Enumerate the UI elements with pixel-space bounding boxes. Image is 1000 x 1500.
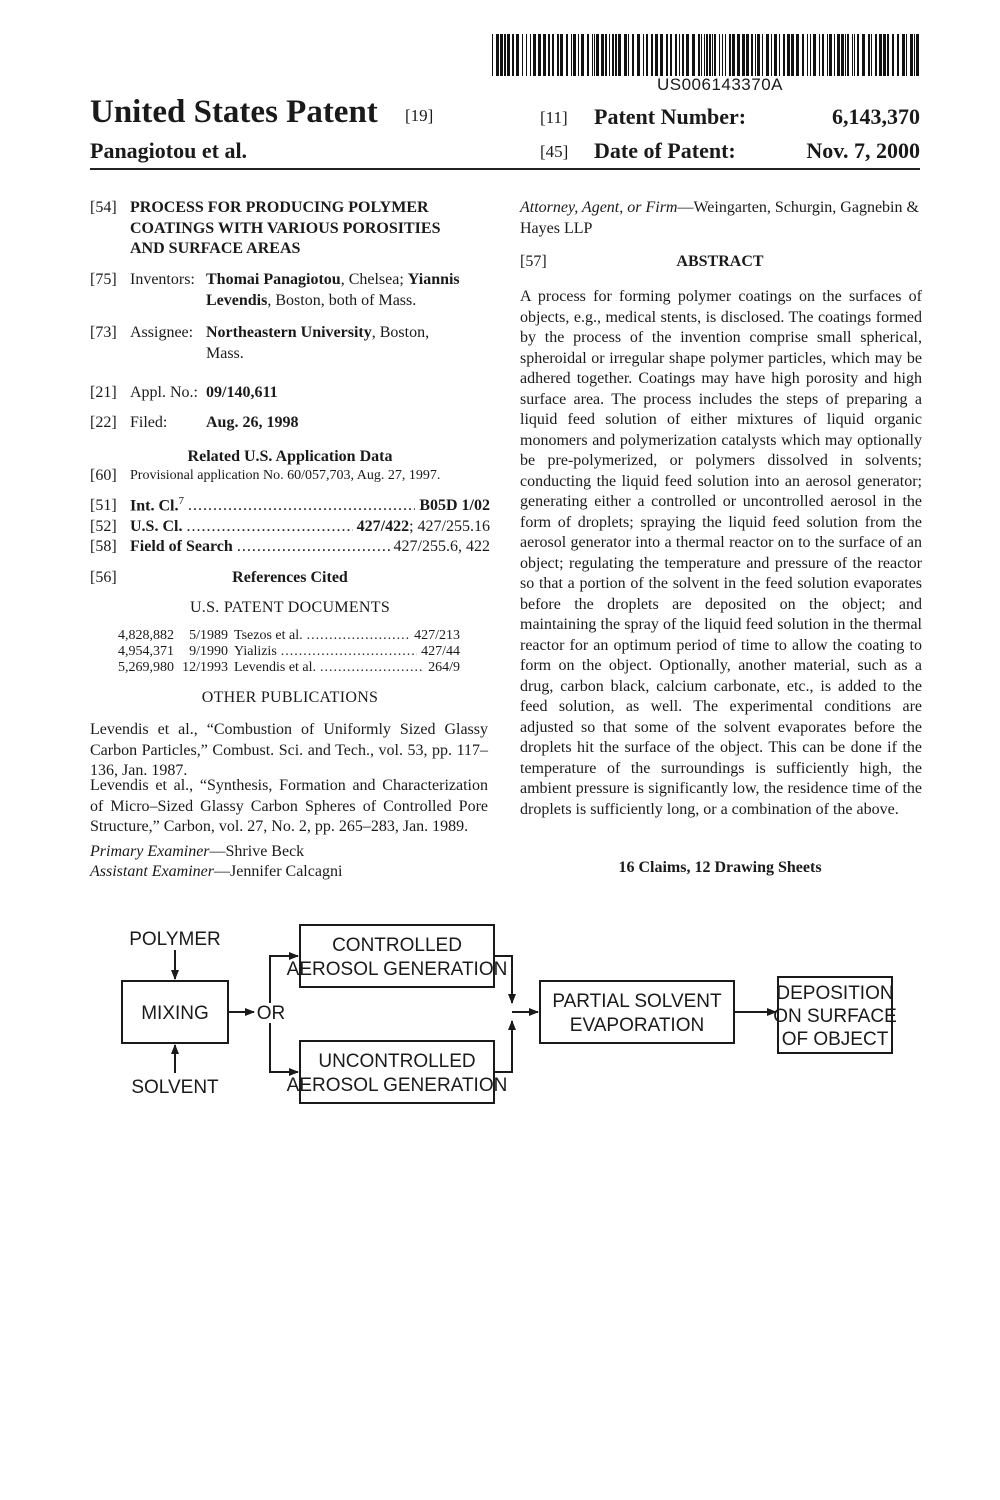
ref-date: 5/1989 bbox=[189, 628, 228, 643]
ref-name: Yializis bbox=[234, 644, 277, 659]
publication-2: Levendis et al., “Synthesis, Formation and Characterization of Micro–Sized Glassy Carbon Spheres of Controlled Pore Structure,” Carbon, vol. 27, No. 2, pp. 265–283, Jan. 1989. bbox=[90, 777, 488, 835]
attorney-label: Attorney, Agent, or Firm bbox=[520, 199, 678, 216]
refs-title: References Cited bbox=[232, 569, 348, 586]
partial-label-1: PARTIAL SOLVENT bbox=[552, 991, 722, 1012]
uscl-value-rest: ; 427/255.16 bbox=[409, 517, 490, 535]
search-code: [58] bbox=[90, 538, 117, 556]
assistant-examiner bbox=[90, 862, 490, 883]
or-label: OR bbox=[256, 1003, 286, 1024]
abstract-text: A process for forming polymer coatings on the surfaces of objects, e.g., medical stents, is disclosed. The coatings formed by the process of the invention comprise small spherical, spheroidal or irregular shape polymer particles, which may be adhered together. Coatings may have high porosity and high surface area. The process includes the steps of preparing a liquid feed solution of either mixtures of liquid organic monomers and polymerization catalysts which may optionally be pre-polymerized, or polymers dissolved in solvents; conducting the liquid feed solution into an aerosol generator; generating either a controlled or uncontrolled aerosol in the form of droplets; spraying the liquid feed solution from the aerosol generator into a thermal reactor on to the surface of an object; regulating the temperature and pressure of the reactor so that a portion of the solvent in the feed solution evaporates before the droplets are deposited on the object; and maintaining the spray of the liquid feed solution in the thermal reactor for an optimum period of time to allow the coating to form on the object. Optionally, another material, such as a drug, carbon black, calcium carbonate, etc., is added to the feed solution, as well. The experimental conditions are adjusted so that some of the solvent evaporates before the droplets hit the surface of the object. This can be done if the temperature of the surroundings is sufficiently high, the ambient pressure is significantly low, the residence time of the droplets is sufficiently long, or a combination of the above. bbox=[520, 288, 922, 818]
leader-dots bbox=[237, 537, 390, 558]
claims-line: 16 Claims, 12 Drawing Sheets bbox=[618, 859, 822, 876]
inventor-short: Panagiotou et al. bbox=[90, 138, 248, 163]
assignee-place: , Boston, bbox=[371, 324, 430, 341]
refs-code: [56] bbox=[90, 569, 117, 586]
abstract-code: [57] bbox=[520, 253, 547, 270]
uscl-value: 427/422 bbox=[356, 517, 410, 535]
ref-number: 4,954,371 bbox=[118, 644, 174, 659]
invention-title-line: COATINGS WITH VARIOUS POROSITIES bbox=[130, 219, 441, 237]
invention-title-line: PROCESS FOR PRODUCING POLYMER bbox=[130, 199, 429, 216]
provisional-code: [60] bbox=[90, 467, 117, 484]
invention-title-line: AND SURFACE AREAS bbox=[130, 240, 301, 257]
us-docs-title: U.S. PATENT DOCUMENTS bbox=[189, 599, 391, 616]
title-section bbox=[90, 198, 490, 260]
uscl-label: U.S. Cl. bbox=[130, 517, 183, 535]
other-pubs-title: OTHER PUBLICATIONS bbox=[201, 689, 379, 706]
ref-class: 264/9 bbox=[428, 660, 460, 675]
search-value: 427/255.6, 422 bbox=[393, 538, 490, 556]
polymer-label: POLYMER bbox=[129, 929, 221, 950]
branch-to-uncontrolled bbox=[270, 1023, 298, 1072]
deposition-label-2: ON SURFACE bbox=[773, 1006, 897, 1027]
solvent-label: SOLVENT bbox=[131, 1077, 219, 1098]
assistant-examiner-name: —Jennifer Calcagni bbox=[214, 863, 343, 880]
leader-dots bbox=[188, 496, 415, 517]
assignee-label: Assignee: bbox=[130, 324, 194, 341]
barcode-number: US006143370A bbox=[656, 75, 784, 94]
inventor-name: Levendis bbox=[206, 291, 268, 309]
patent-ref-list bbox=[118, 628, 460, 676]
abstract-title: ABSTRACT bbox=[676, 253, 764, 270]
title-section-code: [54] bbox=[90, 199, 117, 216]
intcl-value: B05D 1/02 bbox=[419, 497, 490, 515]
appl-number: 09/140,611 bbox=[206, 384, 278, 401]
date-code: [45] bbox=[540, 142, 569, 161]
inventors-section bbox=[90, 270, 490, 311]
patent-number-code: [11] bbox=[540, 108, 568, 127]
inventor-place: , Chelsea; bbox=[340, 271, 408, 288]
ref-date: 12/1993 bbox=[182, 660, 228, 675]
process-flow-diagram bbox=[110, 915, 930, 1115]
intcl-code: [51] bbox=[90, 497, 117, 515]
inventors-label: Inventors: bbox=[130, 271, 195, 288]
leader-dots bbox=[307, 628, 411, 644]
deposition-label-3: OF OBJECT bbox=[781, 1029, 889, 1050]
primary-examiner-label: Primary Examiner bbox=[90, 843, 210, 860]
barcode bbox=[492, 34, 920, 76]
filed-date: Aug. 26, 1998 bbox=[206, 414, 299, 431]
provisional-section bbox=[90, 466, 490, 487]
leader-dots bbox=[186, 517, 352, 538]
controlled-label-2: AEROSOL GENERATION bbox=[286, 959, 508, 980]
classification-section bbox=[90, 491, 490, 558]
primary-examiner-name: —Shrive Beck bbox=[209, 843, 305, 860]
assignee-name: Northeastern University bbox=[206, 324, 372, 341]
header-rule bbox=[90, 168, 920, 170]
ref-date: 9/1990 bbox=[189, 644, 228, 659]
patent-date: Nov. 7, 2000 bbox=[806, 138, 920, 163]
mixing-label: MIXING bbox=[141, 1003, 209, 1024]
controlled-label-1: CONTROLLED bbox=[332, 935, 462, 956]
patent-title-heading: United States Patent bbox=[90, 94, 378, 130]
invention-title bbox=[130, 198, 440, 260]
provisional-text: Provisional application No. 60/057,703, Aug. 27, 1997. bbox=[130, 468, 441, 483]
ref-class: 427/213 bbox=[414, 628, 460, 643]
title-code: [19] bbox=[405, 106, 434, 125]
assignee-section bbox=[90, 323, 490, 364]
assignee-code: [73] bbox=[90, 324, 117, 341]
patent-number: 6,143,370 bbox=[832, 104, 920, 129]
patent-number-label: Patent Number: bbox=[594, 104, 747, 129]
primary-examiner bbox=[90, 842, 490, 863]
inventors-code: [75] bbox=[90, 271, 117, 288]
patent-ref-row bbox=[118, 660, 460, 676]
patent-ref-row bbox=[118, 644, 460, 660]
ref-name: Levendis et al. bbox=[234, 660, 317, 675]
date-label: Date of Patent: bbox=[594, 138, 736, 163]
inventor-name: Yiannis bbox=[407, 271, 460, 288]
abstract-heading bbox=[520, 252, 920, 273]
attorney-value: —Weingarten, Schurgin, Gagnebin & Hayes LLP bbox=[520, 199, 919, 237]
publication-1: Levendis et al., “Combustion of Uniformly Sized Glassy Carbon Particles,” Combust. Sci. and Tech., vol. 53, pp. 117–136, Jan. 1987. bbox=[90, 721, 488, 779]
filed-section bbox=[90, 413, 490, 434]
leader-dots bbox=[281, 644, 417, 660]
inventor-name: Thomai Panagiotou bbox=[206, 271, 341, 288]
appl-label: Appl. No.: bbox=[130, 384, 198, 401]
inventor-place: , Boston, both of Mass. bbox=[267, 291, 417, 309]
uncontrolled-merge-arrow bbox=[494, 1021, 512, 1072]
uscl-code: [52] bbox=[90, 517, 117, 535]
attorney-section bbox=[520, 198, 920, 239]
intcl-sup: 7 bbox=[178, 495, 184, 507]
appl-code: [21] bbox=[90, 384, 117, 401]
ref-number: 5,269,980 bbox=[118, 660, 174, 675]
related-data-title: Related U.S. Application Data bbox=[187, 448, 393, 465]
ref-name: Tsezos et al. bbox=[234, 628, 303, 643]
leader-dots bbox=[320, 660, 424, 676]
partial-label-2: EVAPORATION bbox=[569, 1015, 705, 1036]
ref-class: 427/44 bbox=[421, 644, 460, 659]
deposition-label-1: DEPOSITION bbox=[776, 983, 894, 1004]
filed-code: [22] bbox=[90, 414, 117, 431]
references-heading bbox=[90, 568, 490, 589]
filed-label: Filed: bbox=[130, 414, 168, 431]
uncontrolled-label-2: AEROSOL GENERATION bbox=[286, 1075, 508, 1096]
assistant-examiner-label: Assistant Examiner bbox=[90, 863, 214, 880]
assignee-place: Mass. bbox=[206, 344, 244, 362]
search-label: Field of Search bbox=[130, 538, 233, 556]
patent-ref-row bbox=[118, 628, 460, 644]
ref-number: 4,828,882 bbox=[118, 628, 174, 643]
appl-no-section bbox=[90, 383, 490, 404]
intcl-label: Int. Cl. bbox=[130, 497, 179, 515]
uncontrolled-label-1: UNCONTROLLED bbox=[318, 1051, 476, 1072]
